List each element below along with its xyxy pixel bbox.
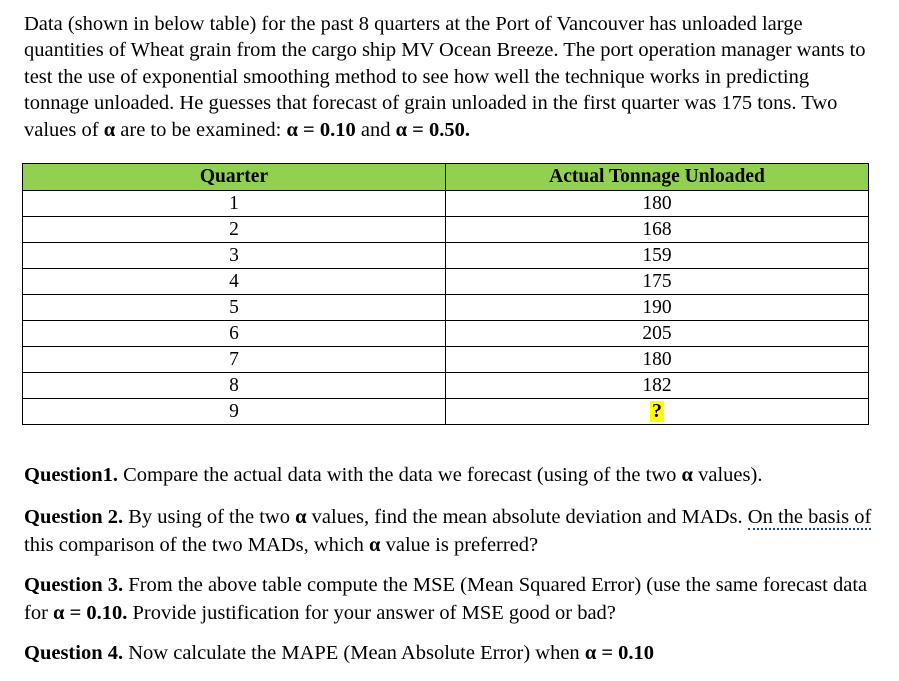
table-row (23, 243, 869, 269)
tonnage-cell: 175 (446, 269, 869, 295)
question-2-label: Question 2. (24, 506, 124, 528)
intro-text-1: Data (shown in below table) for the past 8 quarters at the Port of Vancouver has unloaded large quantities of Wheat grain from the cargo ship MV Ocean Breeze. The port operation manager wants to test the use of exponential smoothing method to see how well the technique works in predicting tonnage unloaded. He guesses that forecast of grain unloaded in the first quarter was 175 tons. Two values of (24, 13, 866, 141)
tonnage-cell: 168 (446, 217, 869, 243)
tonnage-cell-unknown (446, 399, 869, 425)
tonnage-cell: 180 (446, 191, 869, 217)
alpha-symbol: α (295, 506, 307, 528)
alpha-symbol: α (103, 118, 116, 141)
table-row (23, 373, 869, 399)
intro-paragraph (24, 11, 874, 143)
tonnage-cell: 180 (446, 347, 869, 373)
table-row (23, 321, 869, 347)
tonnage-cell: 205 (446, 321, 869, 347)
question-2 (24, 503, 874, 559)
tonnage-cell: 182 (446, 373, 869, 399)
table-row (23, 191, 869, 217)
tonnage-cell: 159 (446, 243, 869, 269)
dotted-underline-phrase: On the basis of (747, 506, 872, 528)
quarter-cell: 1 (23, 191, 446, 217)
alpha-symbol: α (681, 464, 693, 486)
question-1-text-2: values). (693, 464, 763, 486)
question-4 (24, 639, 874, 667)
alpha-value-1: α = 0.10 (286, 118, 356, 141)
alpha-value: α = 0.10 (584, 642, 655, 664)
quarter-cell: 9 (23, 399, 446, 425)
quarter-cell: 3 (23, 243, 446, 269)
intro-text-3: and (355, 118, 396, 141)
question-2-text-4: value is preferred? (380, 534, 539, 556)
table-row (23, 399, 869, 425)
quarter-cell: 8 (23, 373, 446, 399)
table-row (23, 347, 869, 373)
question-3-label: Question 3. (24, 574, 124, 596)
quarter-cell: 4 (23, 269, 446, 295)
question-1-text: Compare the actual data with the data we forecast (using of the two (117, 464, 682, 486)
question-2-text-3: this comparison of the two MADs, which (24, 534, 370, 556)
question-2-text: By using of the two (123, 506, 296, 528)
table-header-row (23, 164, 869, 191)
question-4-label: Question 4. (24, 642, 124, 664)
quarter-cell: 6 (23, 321, 446, 347)
alpha-value: α = 0.10. (53, 602, 128, 624)
alpha-symbol: α (369, 534, 381, 556)
tonnage-cell: 190 (446, 295, 869, 321)
header-quarter: Quarter (23, 164, 446, 191)
question-1-label: Question1. (24, 464, 118, 486)
table-row (23, 269, 869, 295)
quarter-cell: 2 (23, 217, 446, 243)
question-1 (24, 461, 874, 489)
quarter-cell: 5 (23, 295, 446, 321)
question-3 (24, 571, 874, 627)
quarter-cell: 7 (23, 347, 446, 373)
question-4-text: Now calculate the MAPE (Mean Absolute Error) when (123, 642, 585, 664)
alpha-value-2: α = 0.50. (395, 118, 470, 141)
tonnage-table (22, 163, 869, 425)
table-row (23, 217, 869, 243)
unknown-value-highlight: ? (652, 400, 662, 422)
question-3-text: From the above table compute the MSE (Mean Squared Error) (use the same forecast data for (24, 574, 868, 624)
intro-text-2: are to be examined: (115, 118, 287, 141)
question-3-text-2: Provide justification for your answer of MSE good or bad? (127, 602, 616, 624)
table-row (23, 295, 869, 321)
header-tonnage: Actual Tonnage Unloaded (446, 164, 869, 191)
question-2-text-2: values, find the mean absolute deviation and MADs. (306, 506, 748, 528)
